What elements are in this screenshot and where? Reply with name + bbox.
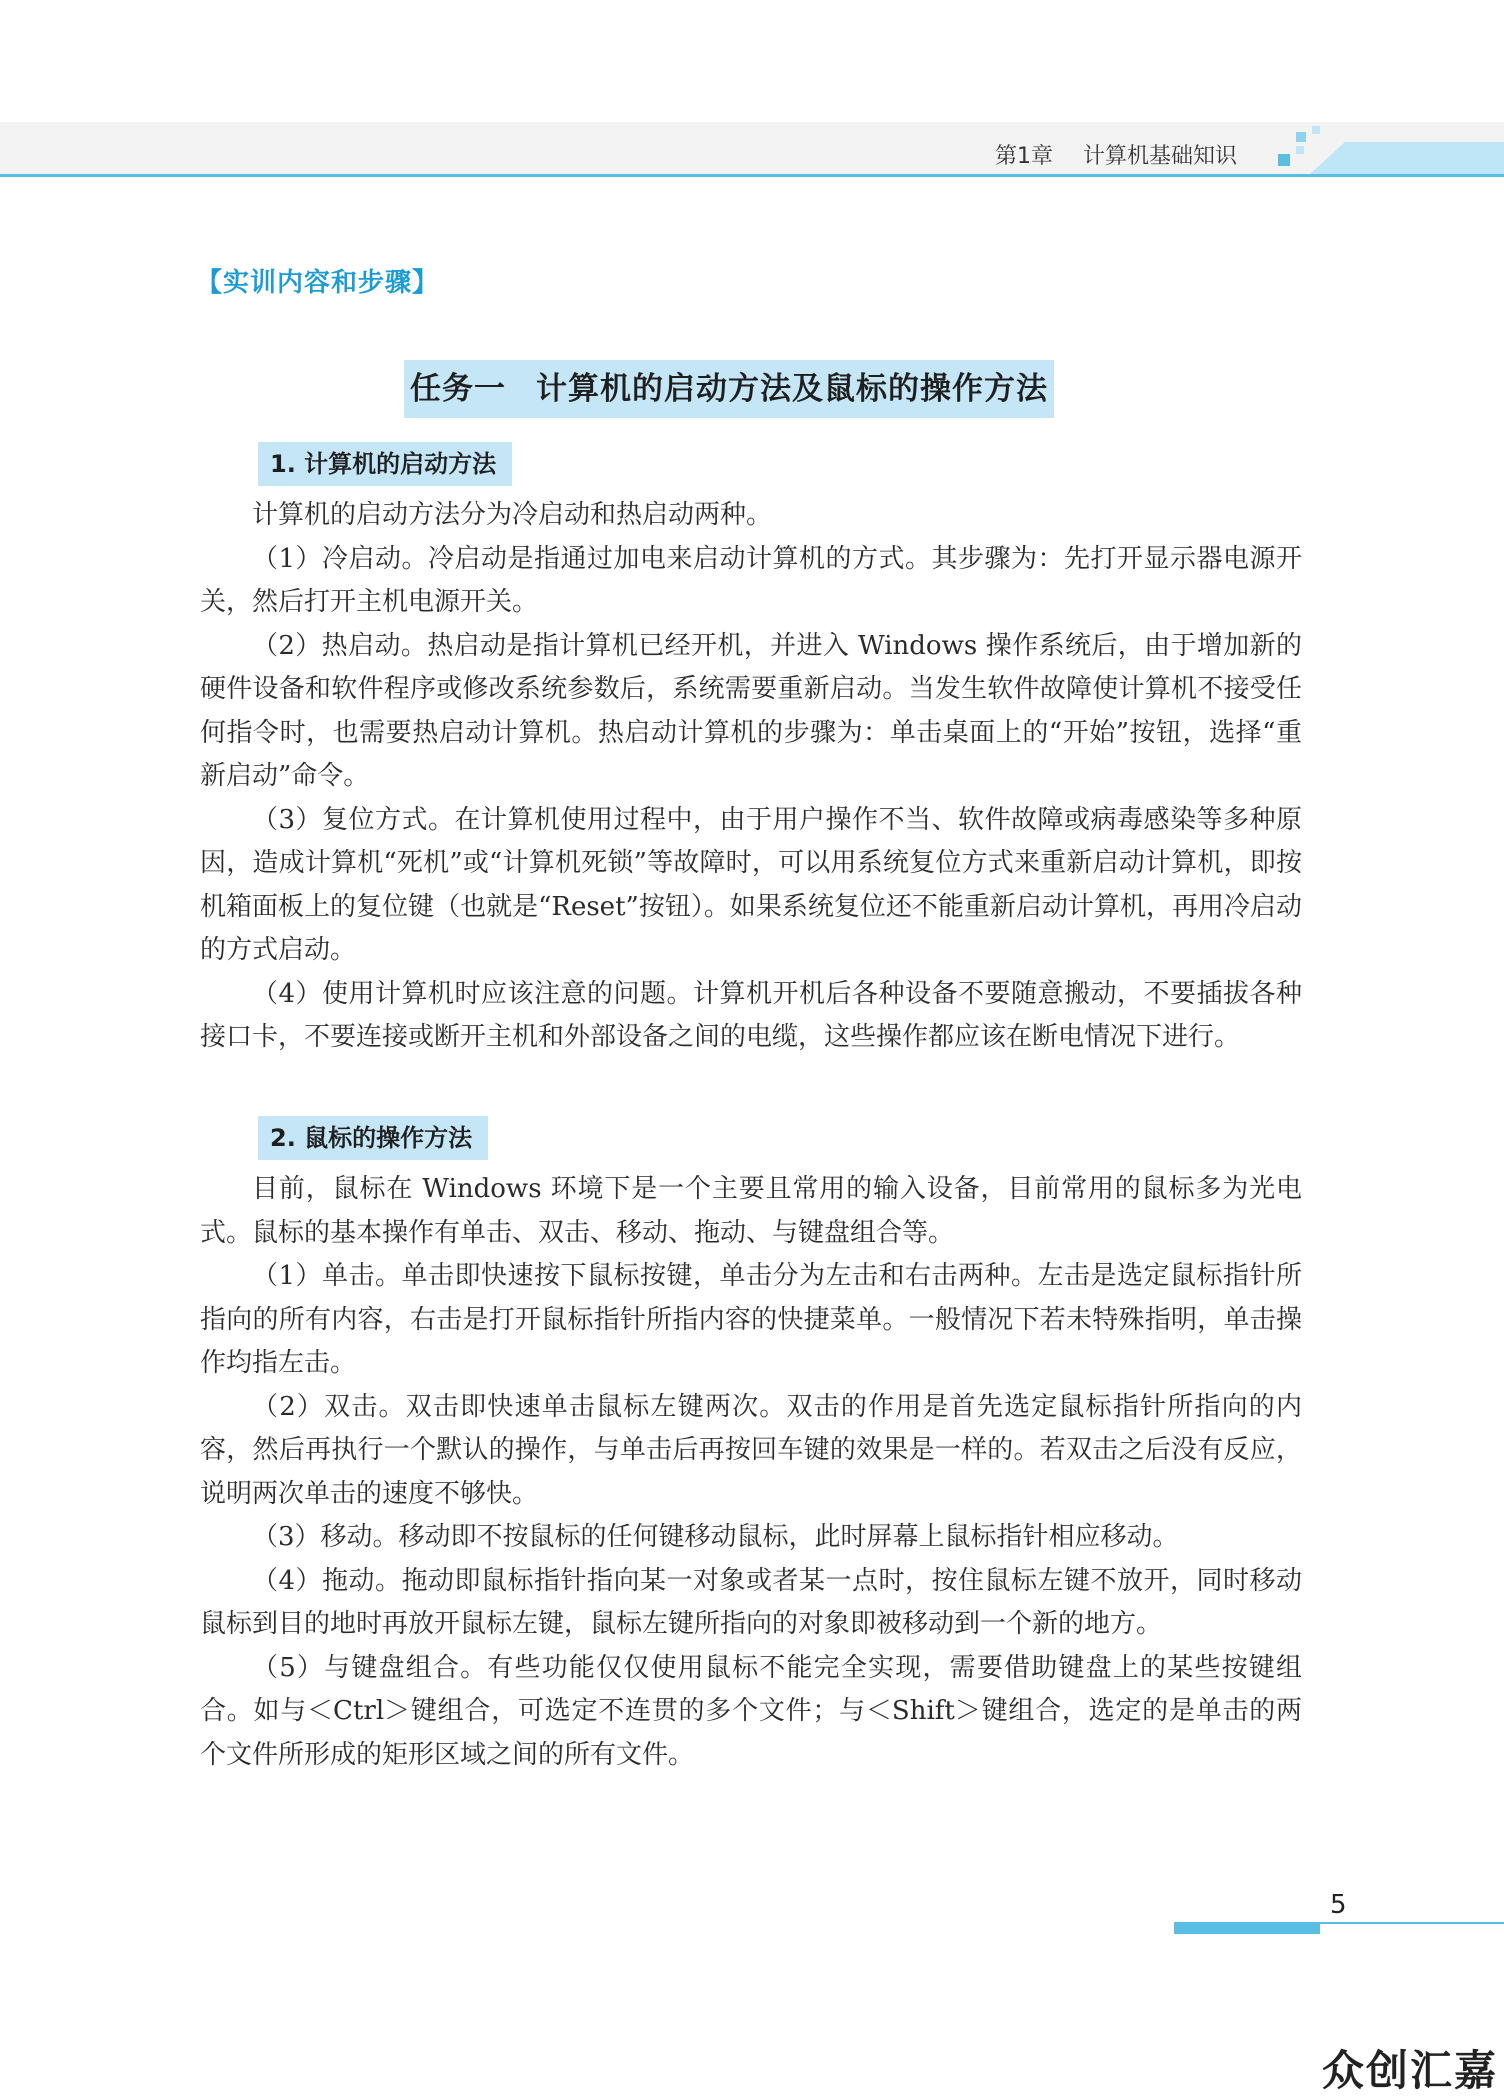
chapter-title: 计算机基础知识 bbox=[1083, 144, 1238, 169]
header-square bbox=[1278, 154, 1290, 166]
paragraph: （3）移动。移动即不按鼠标的任何键移动鼠标，此时屏幕上鼠标指针相应移动。 bbox=[252, 1522, 1179, 1552]
header-band bbox=[0, 122, 1504, 174]
paragraph: （4）拖动。拖动即鼠标指针指向某一对象或者某一点时，按住鼠标左键不放开，同时移动鼠标到目的地时再放开鼠标左键，鼠标左键所指向的对象即被移动到一个新的地方。 bbox=[200, 1565, 1302, 1639]
paragraph: 计算机的启动方法分为冷启动和热启动两种。 bbox=[252, 500, 773, 530]
subheading-startup: 1. 计算机的启动方法 bbox=[258, 442, 512, 486]
paragraph: （2）热启动。热启动是指计算机已经开机，并进入 Windows 操作系统后，由于增加新的硬件设备和软件程序或修改系统参数后，系统需要重新启动。当发生软件故障使计算机不接受任何指令时，也需要热启动计算机。热启动计算机的步骤为：单击桌面上的“开始”按钮，选择“重新启动”命令。 bbox=[200, 630, 1302, 791]
running-header bbox=[995, 140, 1237, 174]
paragraph: （4）使用计算机时应该注意的问题。计算机开机后各种设备不要随意搬动，不要插拔各种接口卡，不要连接或断开主机和外部设备之间的电缆，这些操作都应该在断电情况下进行。 bbox=[200, 978, 1302, 1052]
page-number-rule bbox=[1320, 1922, 1504, 1924]
header-rule bbox=[0, 174, 1504, 177]
paragraph: （3）复位方式。在计算机使用过程中，由于用户操作不当、软件故障或病毒感染等多种原因，造成计算机“死机”或“计算机死锁”等故障时，可以用系统复位方式来重新启动计算机，即按机箱面板上的复位键（也就是“Reset”按钮）。如果系统复位还不能重新启动计算机，再用冷启动的方式启动。 bbox=[200, 804, 1302, 965]
task-title-text: 计算机的启动方法及鼠标的操作方法 bbox=[536, 371, 1048, 407]
task-prefix: 任务一 bbox=[410, 371, 506, 407]
page-number: 5 bbox=[1330, 1890, 1347, 1920]
section-label: 【实训内容和步骤】 bbox=[196, 268, 440, 298]
startup-section-body bbox=[200, 494, 1302, 1060]
header-square bbox=[1296, 132, 1306, 142]
paragraph: 目前，鼠标在 Windows 环境下是一个主要且常用的输入设备，目前常用的鼠标多为光电式。鼠标的基本操作有单击、双击、移动、拖动、与键盘组合等。 bbox=[200, 1174, 1302, 1248]
subheading-mouse: 2. 鼠标的操作方法 bbox=[258, 1116, 488, 1160]
mouse-section-body bbox=[200, 1168, 1302, 1777]
paragraph: （2）双击。双击即快速单击鼠标左键两次。双击的作用是首先选定鼠标指针所指向的内容，然后再执行一个默认的操作，与单击后再按回车键的效果是一样的。若双击之后没有反应，说明两次单击的速度不够快。 bbox=[200, 1391, 1302, 1509]
task-title bbox=[404, 360, 1054, 418]
watermark-logo: 众创汇嘉 bbox=[1322, 2046, 1499, 2095]
page-number-bar bbox=[1174, 1922, 1320, 1934]
chapter-number: 第1章 bbox=[995, 144, 1053, 169]
header-square bbox=[1312, 126, 1320, 134]
paragraph: （5）与键盘组合。有些功能仅仅使用鼠标不能完全实现，需要借助键盘上的某些按键组合。如与＜Ctrl＞键组合，可选定不连贯的多个文件；与＜Shift＞键组合，选定的是单击的两个文件所形成的矩形区域之间的所有文件。 bbox=[200, 1652, 1302, 1770]
paragraph: （1）单击。单击即快速按下鼠标按键，单击分为左击和右击两种。左击是选定鼠标指针所指向的所有内容，右击是打开鼠标指针所指内容的快捷菜单。一般情况下若未特殊指明，单击操作均指左击。 bbox=[200, 1261, 1302, 1378]
paragraph: （1）冷启动。冷启动是指通过加电来启动计算机的方式。其步骤为：先打开显示器电源开关，然后打开主机电源开关。 bbox=[200, 543, 1302, 617]
header-square bbox=[1296, 146, 1304, 154]
